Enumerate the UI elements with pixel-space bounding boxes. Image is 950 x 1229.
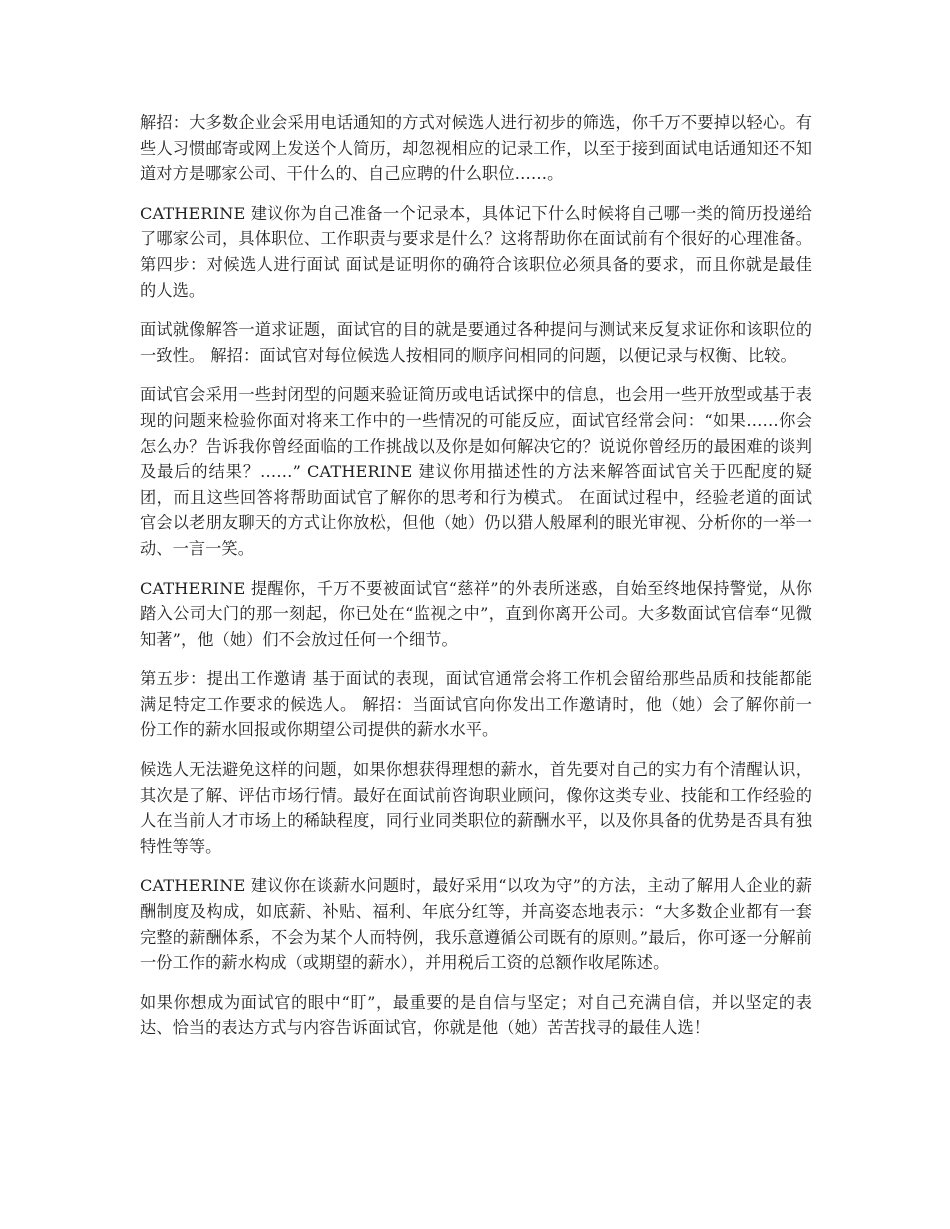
paragraph: CATHERINE 建议你在谈薪水问题时，最好采用“以攻为守”的方法，主动了解用人企业的薪酬制度及构成，如底薪、补贴、福利、年底分红等，并高姿态地表示：“大多数企业都有一套完整的薪酬体系，不会为某个人而特例，我乐意遵循公司既有的原则。”最后，你可逐一分解前一份工作的薪水构成（或期望的薪水），并用税后工资的总额作收尾陈述。 [140, 876, 812, 973]
paragraph: CATHERINE 提醒你，千万不要被面试官“慈祥”的外表所迷惑，自始至终地保持警觉，从你踏入公司大门的那一刻起，你已处在“监视之中”，直到你离开公司。大多数面试官信奉“见微知著”，他（她）们不会放过任何一个细节。 [140, 578, 812, 649]
paragraph: 解招：大多数企业会采用电话通知的方式对候选人进行初步的筛选，你千万不要掉以轻心。有些人习惯邮寄或网上发送个人简历，却忽视相应的记录工作，以至于接到面试电话通知还不知道对方是哪家公司、干什么的、自己应聘的什么职位……。 [140, 113, 812, 184]
paragraph: 第五步：提出工作邀请 基于面试的表现，面试官通常会将工作机会留给那些品质和技能都能满足特定工作要求的候选人。 解招：当面试官向你发出工作邀请时，他（她）会了解你前一份工作的薪水回报或你期望公司提供的薪水水平。 [140, 669, 812, 740]
paragraph: 面试官会采用一些封闭型的问题来验证简历或电话试探中的信息，也会用一些开放型或基于表现的问题来检验你面对将来工作中的一些情况的可能反应，面试官经常会问：“如果……你会怎么办？告诉我你曾经面临的工作挑战以及你是如何解决它的？说说你曾经历的最困难的谈判及最后的结果？……” CATHERINE 建议你用描述性的方法来解答面试官关于匹配度的疑团，而且这些回答将帮助面试官了解你的思考和行为模式。 在面试过程中，经验老道的面试官会以老朋友聊天的方式让你放松，但他（她）仍以猎人般犀利的眼光审视、分析你的一举一动、一言一笑。 [140, 385, 812, 558]
paragraph: CATHERINE 建议你为自己准备一个记录本，具体记下什么时候将自己哪一类的简历投递给了哪家公司，具体职位、工作职责与要求是什么？这将帮助你在面试前有个很好的心理准备。 第四步：对候选人进行面试 面试是证明你的确符合该职位必须具备的要求，而且你就是最佳的人选。 [140, 203, 812, 300]
paragraph: 候选人无法避免这样的问题，如果你想获得理想的薪水，首先要对自己的实力有个清醒认识，其次是了解、评估市场行情。最好在面试前咨询职业顾问，像你这类专业、技能和工作经验的人在当前人才市场上的稀缺程度，同行业同类职位的薪酬水平，以及你具备的优势是否具有独特性等等。 [140, 760, 812, 856]
paragraph: 面试就像解答一道求证题，面试官的目的就是要通过各种提问与测试来反复求证你和该职位的一致性。 解招：面试官对每位候选人按相同的顺序问相同的问题，以便记录与权衡、比较。 [140, 320, 812, 365]
document-body [140, 110, 812, 1055]
paragraph: 如果你想成为面试官的眼中“盯”，最重要的是自信与坚定；对自己充满自信，并以坚定的表达、恰当的表达方式与内容告诉面试官，你就是他（她）苦苦找寻的最佳人选！ [140, 992, 812, 1038]
